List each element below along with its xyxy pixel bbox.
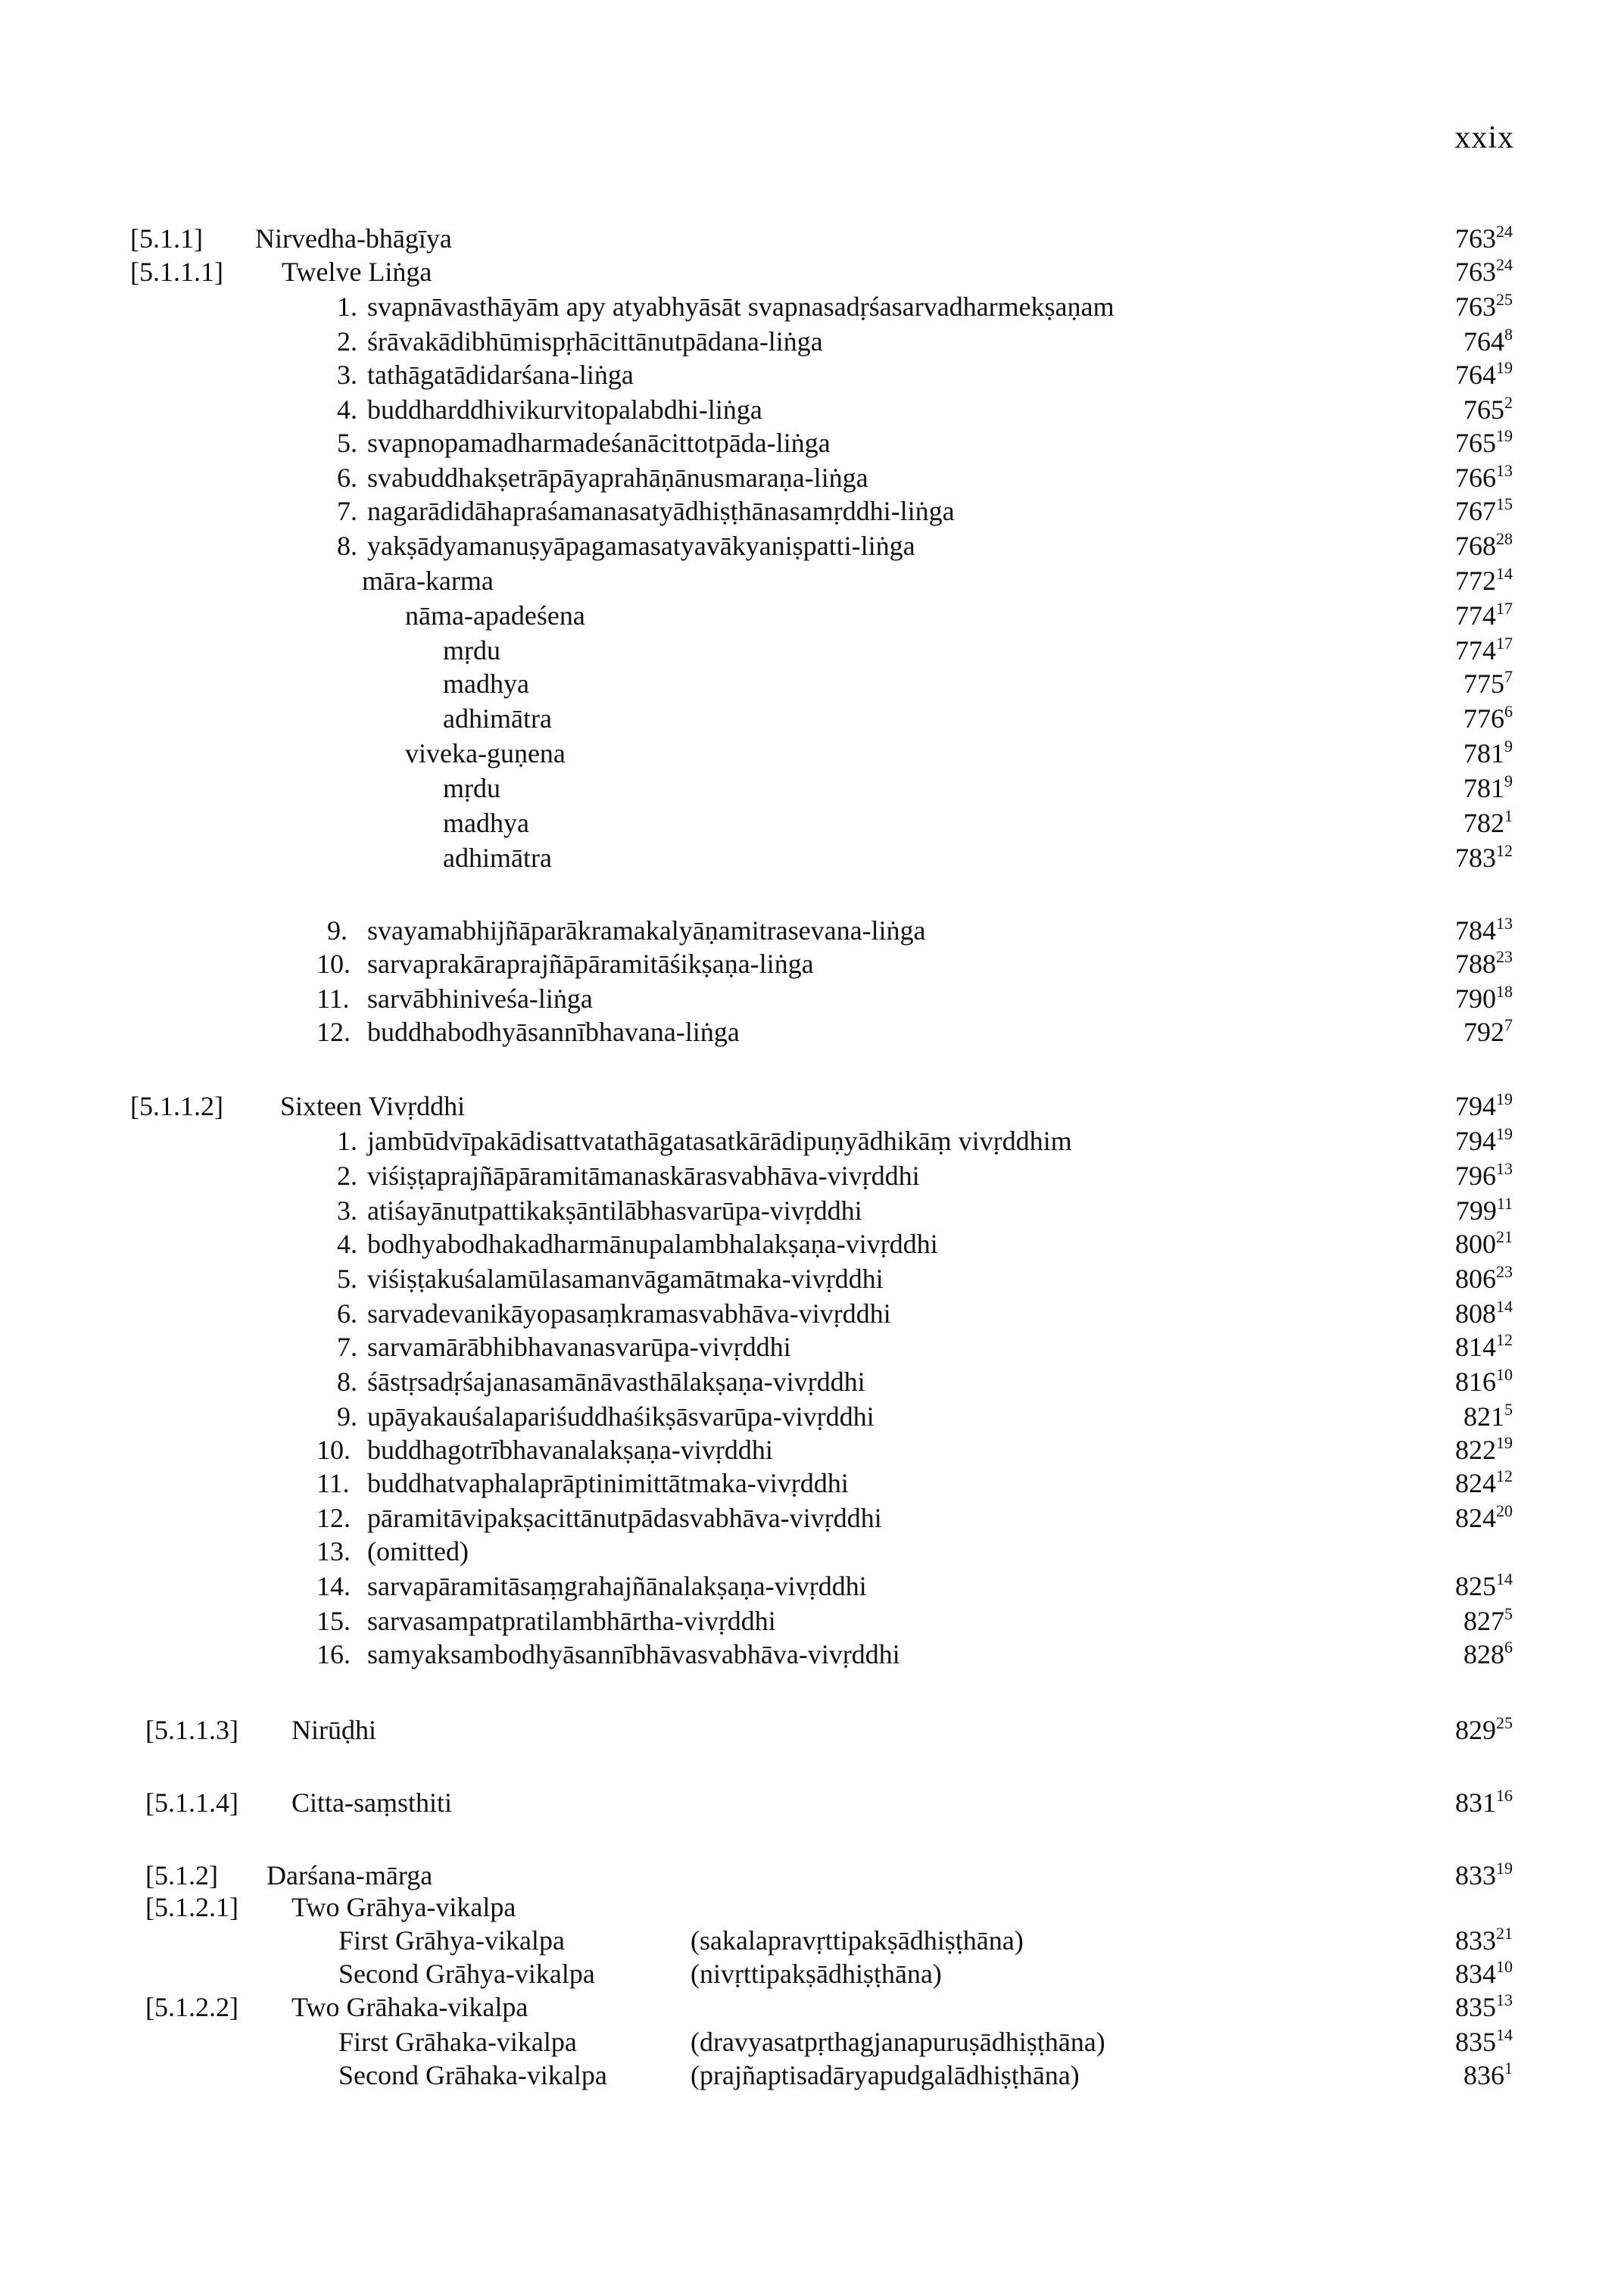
page-ref-line: 14 xyxy=(1496,1297,1513,1316)
page-ref-line: 5 xyxy=(1504,1400,1513,1419)
entry-page-ref xyxy=(1455,528,1513,563)
toc-entry xyxy=(0,840,1624,875)
toc-entry xyxy=(0,771,1624,806)
entry-title: Nirūḍhi xyxy=(291,1715,376,1745)
entry-number: 9. xyxy=(327,915,348,946)
entry-title: sarvasampatpratilambhārtha-vivṛddhi xyxy=(367,1606,776,1636)
toc-entry xyxy=(0,666,1624,701)
page-ref-number: 828 xyxy=(1463,1639,1504,1669)
entry-number: [5.1.2.2] xyxy=(145,1992,238,2022)
page-ref-line: 5 xyxy=(1504,1604,1513,1623)
page-ref-line: 28 xyxy=(1496,529,1513,548)
entry-number: 2. xyxy=(337,326,357,357)
entry-title: Second Grāhaka-vikalpa xyxy=(338,2060,607,2090)
entry-page-ref xyxy=(1455,1158,1513,1193)
page-ref-number: 763 xyxy=(1455,223,1496,254)
toc-entry xyxy=(0,324,1624,359)
page-ref-line: 25 xyxy=(1496,1713,1513,1732)
page-ref-line: 24 xyxy=(1496,255,1513,274)
page-ref-number: 814 xyxy=(1455,1332,1496,1362)
entry-title: buddhabodhyāsannībhavana-liṅga xyxy=(367,1017,740,1047)
entry-page-ref xyxy=(1455,563,1513,598)
page-ref-line: 24 xyxy=(1496,222,1513,241)
toc-entry xyxy=(0,1432,1624,1467)
page-ref-line: 1 xyxy=(1504,2059,1513,2077)
page-ref-line: 19 xyxy=(1496,1433,1513,1452)
entry-page-ref xyxy=(1455,1329,1513,1364)
entry-number: 3. xyxy=(337,360,357,390)
entry-number: [5.1.2.1] xyxy=(145,1892,238,1922)
entry-title: viśiṣṭakuśalamūlasamanvāgamātmaka-vivṛddhi xyxy=(367,1264,884,1294)
toc-entry xyxy=(0,806,1624,840)
entry-title: adhimātra xyxy=(443,703,552,734)
entry-page-ref xyxy=(1455,946,1513,981)
entry-title: bodhyabodhakadharmānupalambhalakṣaṇa-vivṛddhi xyxy=(367,1229,938,1259)
toc-entry xyxy=(0,221,1624,256)
entry-title: Nirvedha-bhāgīya xyxy=(255,223,452,254)
page-ref-line: 16 xyxy=(1496,1786,1513,1805)
page-ref-line: 12 xyxy=(1496,841,1513,860)
page-ref-number: 835 xyxy=(1455,1992,1496,2022)
entry-title: nāma-apadeśena xyxy=(405,600,585,631)
entry-number: 4. xyxy=(337,394,357,425)
entry-page-ref xyxy=(1455,1501,1513,1535)
entry-title: buddhagotrībhavanalakṣaṇa-vivṛddhi xyxy=(367,1435,773,1465)
entry-page-ref xyxy=(1455,254,1513,289)
entry-page-ref xyxy=(1455,1432,1513,1467)
entry-page-ref xyxy=(1455,425,1513,460)
page-ref-number: 776 xyxy=(1463,703,1504,734)
page-ref-number: 763 xyxy=(1455,257,1496,287)
entry-number: 12. xyxy=(316,1017,351,1047)
page-ref-line: 10 xyxy=(1496,1365,1513,1384)
entry-number: 9. xyxy=(337,1401,357,1432)
entry-page-ref xyxy=(1455,494,1513,528)
page-ref-number: 781 xyxy=(1463,773,1504,803)
page-ref-number: 806 xyxy=(1455,1264,1496,1294)
page-ref-line: 10 xyxy=(1496,1957,1513,1976)
page-ref-number: 764 xyxy=(1455,360,1496,390)
entry-title: atiśayānutpattikakṣāntilābhasvarūpa-vivṛddhi xyxy=(367,1195,862,1226)
page-ref-number: 833 xyxy=(1455,1925,1496,1956)
entry-title: Darśana-mārga xyxy=(267,1860,433,1890)
page-ref-number: 774 xyxy=(1455,635,1496,665)
page-ref-line: 19 xyxy=(1496,1089,1513,1108)
entry-title: upāyakauśalapariśuddhaśikṣāsvarūpa-vivṛddhi xyxy=(367,1401,874,1432)
page-ref-line: 19 xyxy=(1496,1124,1513,1143)
page-ref-number: 765 xyxy=(1455,428,1496,458)
entry-title: jambūdvīpakādisattvatathāgatasatkārādipuṇyādhikāṃ vivṛddhim xyxy=(367,1126,1072,1156)
page-ref-line: 20 xyxy=(1496,1501,1513,1520)
page-ref-line: 6 xyxy=(1504,702,1513,721)
entry-title: Citta-saṃsthiti xyxy=(291,1788,452,1818)
entry-title: svayamabhijñāparākramakalyāṇamitrasevana-liṅga xyxy=(367,915,926,946)
page-ref-number: 827 xyxy=(1463,1606,1504,1636)
entry-page-ref xyxy=(1463,1015,1513,1049)
entry-number: 7. xyxy=(337,1332,357,1362)
entry-page-ref xyxy=(1455,1296,1513,1331)
page-ref-line: 13 xyxy=(1496,914,1513,933)
entry-title: Second Grāhya-vikalpa xyxy=(338,1959,595,1989)
entry-number: 7. xyxy=(337,496,357,526)
page-ref-number: 794 xyxy=(1455,1126,1496,1156)
page-ref-line: 12 xyxy=(1496,1330,1513,1349)
page-ref-number: 772 xyxy=(1455,566,1496,596)
entry-gloss: (prajñaptisadāryapudgalādhiṣṭhāna) xyxy=(690,2060,1080,2090)
entry-page-ref xyxy=(1463,1604,1513,1638)
page-ref-line: 1 xyxy=(1504,806,1513,825)
entry-gloss: (sakalapravṛttipakṣādhiṣṭhāna) xyxy=(690,1925,1024,1956)
toc-entry xyxy=(0,1990,1624,2024)
entry-page-ref xyxy=(1455,460,1513,495)
page-ref-line: 19 xyxy=(1496,358,1513,377)
entry-page-ref xyxy=(1463,1637,1513,1672)
entry-page-ref xyxy=(1455,1569,1513,1604)
entry-number: 10. xyxy=(316,949,351,979)
page-ref-number: 775 xyxy=(1463,669,1504,699)
entry-title: buddhatvaphalaprāptinimittātmaka-vivṛddhi xyxy=(367,1468,849,1498)
entry-number: 11. xyxy=(316,1468,350,1498)
entry-number: [5.1.1.1] xyxy=(130,257,223,287)
entry-page-ref xyxy=(1455,1261,1513,1296)
toc-entry xyxy=(0,494,1624,528)
entry-number: 11. xyxy=(316,983,350,1014)
page-ref-number: 765 xyxy=(1463,394,1504,425)
entry-title: pāramitāvipakṣacittānutpādasvabhāva-vivṛddhi xyxy=(367,1503,882,1533)
toc-entry xyxy=(0,2024,1624,2059)
page-ref-line: 7 xyxy=(1504,667,1513,686)
entry-page-ref xyxy=(1463,736,1513,771)
entry-number: 16. xyxy=(316,1639,351,1669)
entry-page-ref xyxy=(1455,1923,1513,1958)
entry-page-ref xyxy=(1455,1089,1513,1124)
page-ref-number: 800 xyxy=(1455,1229,1496,1259)
entry-page-ref xyxy=(1455,2024,1513,2059)
page-ref-line: 9 xyxy=(1504,737,1513,756)
toc-entry xyxy=(0,1296,1624,1331)
toc-entry xyxy=(0,1785,1624,1820)
entry-number: 5. xyxy=(337,428,357,458)
entry-title: sarvābhiniveśa-liṅga xyxy=(367,983,593,1014)
page-ref-number: 799 xyxy=(1455,1195,1497,1226)
toc-entry xyxy=(0,1890,1624,1925)
entry-page-ref xyxy=(1455,1956,1513,1991)
toc-entry xyxy=(0,1637,1624,1672)
entry-title: śāstṛsadṛśajanasamānāvasthālakṣaṇa-vivṛddhi xyxy=(367,1367,865,1397)
entry-page-ref xyxy=(1463,324,1513,359)
entry-number: [5.1.2] xyxy=(145,1860,218,1890)
entry-page-ref xyxy=(1455,840,1513,875)
page-ref-line: 21 xyxy=(1496,1227,1513,1246)
page-ref-number: 825 xyxy=(1455,1571,1496,1601)
page-ref-number: 829 xyxy=(1455,1715,1496,1745)
entry-title: svabuddhakṣetrāpāyaprahāṇānusmaraṇa-liṅga xyxy=(367,463,868,493)
entry-title: sarvamārābhibhavanasvarūpa-vivṛddhi xyxy=(367,1332,791,1362)
entry-title: viśiṣṭaprajñāpāramitāmanaskārasvabhāva-vivṛddhi xyxy=(367,1161,920,1191)
page-ref-line: 8 xyxy=(1504,325,1513,344)
page-ref-line: 15 xyxy=(1496,494,1513,513)
entry-title: yakṣādyamanuṣyāpagamasatyavākyaniṣpatti-liṅga xyxy=(367,531,915,561)
toc-entry xyxy=(0,1501,1624,1535)
entry-page-ref xyxy=(1455,1466,1513,1501)
entry-title: First Grāhaka-vikalpa xyxy=(338,2027,577,2057)
page-ref-line: 11 xyxy=(1496,1194,1513,1213)
entry-title: Two Grāhya-vikalpa xyxy=(291,1892,516,1922)
toc-entry xyxy=(0,633,1624,668)
entry-title: First Grāhya-vikalpa xyxy=(338,1925,565,1956)
toc-entry xyxy=(0,254,1624,289)
entry-title: adhimātra xyxy=(443,843,552,873)
toc-entry xyxy=(0,425,1624,460)
toc-entry xyxy=(0,289,1624,324)
entry-page-ref xyxy=(1463,1399,1513,1434)
page-ref-line: 13 xyxy=(1496,1159,1513,1178)
toc-entry xyxy=(0,1015,1624,1049)
entry-page-ref xyxy=(1463,666,1513,701)
toc-entry xyxy=(0,1329,1624,1364)
entry-gloss: (nivṛttipakṣādhiṣṭhāna) xyxy=(690,1959,942,1989)
page-ref-number: 816 xyxy=(1455,1367,1496,1397)
page-ref-number: 774 xyxy=(1455,600,1496,631)
entry-page-ref xyxy=(1455,221,1513,256)
page-ref-line: 23 xyxy=(1496,1262,1513,1281)
entry-title: viveka-guṇena xyxy=(405,738,566,768)
page-ref-number: 831 xyxy=(1455,1788,1496,1818)
entry-title: svapnopamadharmadeśanācittotpāda-liṅga xyxy=(367,428,831,458)
page-ref-line: 17 xyxy=(1496,599,1513,618)
entry-page-ref xyxy=(1463,701,1513,736)
entry-number: 15. xyxy=(316,1606,351,1636)
entry-page-ref xyxy=(1455,981,1513,1016)
entry-page-ref xyxy=(1455,598,1513,633)
entry-title: mṛdu xyxy=(443,773,500,803)
page-ref-line: 14 xyxy=(1496,564,1513,583)
page-ref-number: 824 xyxy=(1455,1503,1496,1533)
entry-title: samyaksambodhyāsannībhāvasvabhāva-vivṛddhi xyxy=(367,1639,900,1669)
entry-number: 12. xyxy=(316,1503,351,1533)
entry-title: sarvapāramitāsaṃgrahajñānalakṣaṇa-vivṛddhi xyxy=(367,1571,867,1601)
page-ref-number: 768 xyxy=(1455,531,1496,561)
page-ref-number: 821 xyxy=(1463,1401,1504,1432)
toc-entry xyxy=(0,1399,1624,1434)
entry-page-ref xyxy=(1456,1193,1513,1228)
entry-page-ref xyxy=(1455,1858,1513,1893)
page-ref-number: 781 xyxy=(1463,738,1504,768)
entry-number: 8. xyxy=(337,1367,357,1397)
entry-number: 1. xyxy=(337,1126,357,1156)
toc-entry xyxy=(0,1713,1624,1747)
entry-title: nagarādidāhapraśamanasatyādhiṣṭhānasamṛddhi-liṅga xyxy=(367,496,955,526)
page-ref-number: 792 xyxy=(1463,1017,1504,1047)
page-ref-number: 808 xyxy=(1455,1298,1496,1329)
page-ref-line: 25 xyxy=(1496,290,1513,309)
page-ref-number: 834 xyxy=(1455,1959,1496,1989)
toc-entry xyxy=(0,1261,1624,1296)
toc-entry xyxy=(0,1466,1624,1501)
entry-page-ref xyxy=(1463,2058,1513,2093)
entry-title: buddharddhivikurvitopalabdhi-liṅga xyxy=(367,394,762,425)
entry-page-ref xyxy=(1463,806,1513,840)
entry-title: (omitted) xyxy=(367,1536,469,1566)
entry-page-ref xyxy=(1455,633,1513,668)
toc-entry xyxy=(0,913,1624,948)
page-ref-number: 764 xyxy=(1463,326,1504,357)
entry-number: [5.1.1.3] xyxy=(145,1715,238,1745)
entry-title: śrāvakādibhūmispṛhācittānutpādana-liṅga xyxy=(367,326,823,357)
page-ref-line: 9 xyxy=(1504,771,1513,790)
toc-entry xyxy=(0,946,1624,981)
page-ref-line: 19 xyxy=(1496,1859,1513,1878)
entry-number: 14. xyxy=(316,1571,351,1601)
toc-entry xyxy=(0,598,1624,633)
page-ref-line: 13 xyxy=(1496,1990,1513,2009)
entry-title: Sixteen Vivṛddhi xyxy=(280,1091,466,1121)
entry-title: madhya xyxy=(443,808,529,838)
toc-entry xyxy=(0,357,1624,392)
toc-entry xyxy=(0,1089,1624,1124)
entry-page-ref xyxy=(1455,1364,1513,1399)
page-ref-line: 18 xyxy=(1496,982,1513,1001)
entry-number: 2. xyxy=(337,1161,357,1191)
entry-page-ref xyxy=(1463,771,1513,806)
toc-entry xyxy=(0,1604,1624,1638)
entry-number: 5. xyxy=(337,1264,357,1294)
toc-entry xyxy=(0,392,1624,427)
entry-page-ref xyxy=(1455,1226,1513,1261)
page-number: xxix xyxy=(1454,120,1514,155)
entry-number: [5.1.1.4] xyxy=(145,1788,238,1818)
page-ref-number: 794 xyxy=(1455,1091,1496,1121)
entry-number: 10. xyxy=(316,1435,351,1465)
entry-title: tathāgatādidarśana-liṅga xyxy=(367,360,634,390)
entry-title: māra-karma xyxy=(362,566,494,596)
entry-number: [5.1.1] xyxy=(130,223,203,254)
entry-title: sarvaprakāraprajñāpāramitāśikṣaṇa-liṅga xyxy=(367,949,814,979)
entry-number: 6. xyxy=(337,1298,357,1329)
entry-page-ref xyxy=(1455,1990,1513,2024)
toc-entry xyxy=(0,1364,1624,1399)
page-ref-line: 14 xyxy=(1496,2025,1513,2044)
page-ref-line: 17 xyxy=(1496,634,1513,653)
toc-entry xyxy=(0,981,1624,1016)
toc-entry xyxy=(0,460,1624,495)
entry-page-ref xyxy=(1455,1785,1513,1820)
entry-title: madhya xyxy=(443,669,529,699)
page-ref-number: 766 xyxy=(1455,463,1496,493)
toc-entry xyxy=(0,1158,1624,1193)
entry-title: sarvadevanikāyopasaṃkramasvabhāva-vivṛddhi xyxy=(367,1298,891,1329)
page-ref-number: 835 xyxy=(1455,2027,1496,2057)
page-ref-number: 763 xyxy=(1455,291,1496,322)
page-ref-number: 788 xyxy=(1455,949,1496,979)
entry-number: 1. xyxy=(337,291,357,322)
toc-entry xyxy=(0,1569,1624,1604)
page-ref-line: 21 xyxy=(1496,1924,1513,1943)
toc-entry xyxy=(0,2058,1624,2093)
page-ref-line: 7 xyxy=(1504,1015,1513,1034)
page-ref-number: 790 xyxy=(1455,983,1496,1014)
page-ref-number: 833 xyxy=(1455,1860,1496,1890)
page-ref-number: 822 xyxy=(1455,1435,1496,1465)
entry-number: 8. xyxy=(337,531,357,561)
page-ref-number: 782 xyxy=(1463,808,1504,838)
page-ref-line: 12 xyxy=(1496,1466,1513,1485)
entry-page-ref xyxy=(1455,1124,1513,1158)
entry-title: svapnāvasthāyām apy atyabhyāsāt svapnasadṛśasarvadharmekṣaṇam xyxy=(367,291,1114,322)
page-ref-number: 796 xyxy=(1455,1161,1496,1191)
entry-page-ref xyxy=(1463,392,1513,427)
entry-gloss: (dravyasatpṛthagjanapuruṣādhiṣṭhāna) xyxy=(690,2027,1105,2057)
page-ref-line: 6 xyxy=(1504,1638,1513,1657)
toc-entry xyxy=(0,1858,1624,1893)
page-ref-number: 767 xyxy=(1455,496,1496,526)
entry-page-ref xyxy=(1455,913,1513,948)
page-ref-number: 836 xyxy=(1463,2060,1504,2090)
entry-title: mṛdu xyxy=(443,635,500,665)
entry-number: 3. xyxy=(337,1195,357,1226)
toc-entry xyxy=(0,1193,1624,1228)
page-ref-number: 784 xyxy=(1455,915,1496,946)
page-ref-line: 19 xyxy=(1496,426,1513,445)
page-ref-line: 23 xyxy=(1496,947,1513,966)
toc-entry xyxy=(0,528,1624,563)
entry-title: Twelve Liṅga xyxy=(282,257,432,287)
entry-page-ref xyxy=(1455,289,1513,324)
page-ref-number: 824 xyxy=(1455,1468,1496,1498)
entry-number: 13. xyxy=(316,1536,351,1566)
entry-page-ref xyxy=(1455,1713,1513,1747)
entry-page-ref xyxy=(1455,357,1513,392)
page-ref-number: 783 xyxy=(1455,843,1496,873)
page-ref-line: 2 xyxy=(1504,393,1513,412)
toc-entry xyxy=(0,563,1624,598)
entry-number: 6. xyxy=(337,463,357,493)
toc-entry xyxy=(0,1956,1624,1991)
toc-entry xyxy=(0,701,1624,736)
toc-entry xyxy=(0,1923,1624,1958)
page-ref-line: 13 xyxy=(1496,461,1513,480)
toc-entry xyxy=(0,736,1624,771)
entry-number: [5.1.1.2] xyxy=(130,1091,223,1121)
page-ref-line: 14 xyxy=(1496,1569,1513,1588)
entry-title: Two Grāhaka-vikalpa xyxy=(291,1992,528,2022)
entry-number: 4. xyxy=(337,1229,357,1259)
toc-entry xyxy=(0,1124,1624,1158)
toc-entry xyxy=(0,1226,1624,1261)
toc-entry xyxy=(0,1534,1624,1569)
